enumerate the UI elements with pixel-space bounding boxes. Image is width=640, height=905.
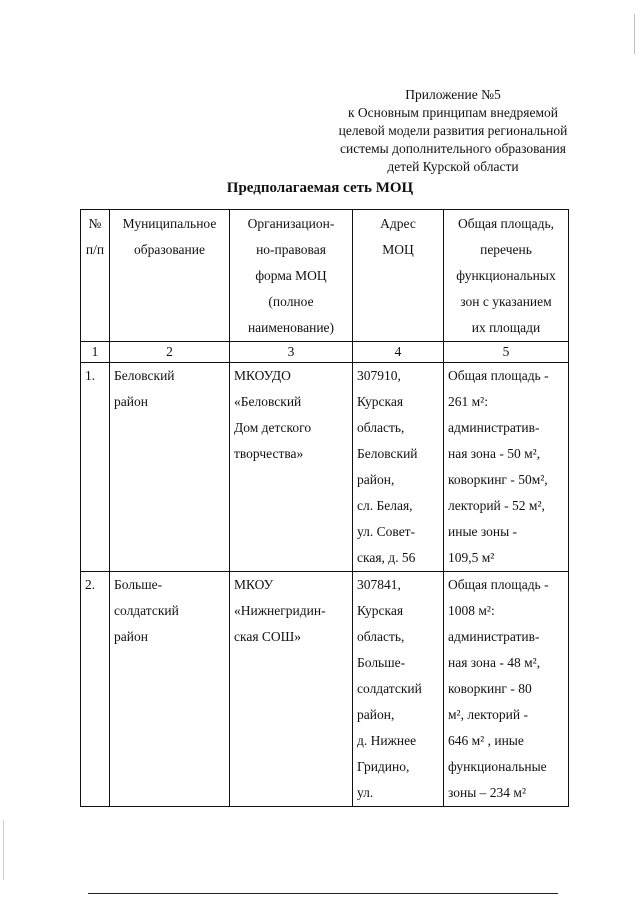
column-number-row <box>81 342 569 363</box>
area-cell <box>444 363 569 572</box>
cell-line: лекторий - 52 м², <box>448 498 545 513</box>
header-area <box>444 210 569 342</box>
appendix-line: Приложение №5 <box>405 87 501 102</box>
header-municipality <box>110 210 230 342</box>
header-line: МОЦ <box>382 242 414 257</box>
cell-line: район <box>114 629 148 644</box>
cell-line: д. Нижнее <box>357 733 417 748</box>
row-number: 1. <box>81 363 110 572</box>
cell-line: иные зоны - <box>448 524 518 539</box>
cell-line: функциональные <box>448 759 547 774</box>
cell-line: Беловский <box>357 446 418 461</box>
organization-cell <box>230 572 353 807</box>
moc-network-table <box>80 209 569 807</box>
header-line: но-правовая <box>256 242 326 257</box>
header-line: наименование) <box>247 320 335 335</box>
header-line: зон с указанием <box>460 294 552 309</box>
cell-line: ская СОШ» <box>234 629 302 644</box>
cell-line: сл. Белая, <box>357 498 413 513</box>
scan-edge-mark <box>3 820 4 880</box>
header-line: Адрес <box>380 216 416 231</box>
scan-edge-mark <box>634 14 635 54</box>
cell-line: МКОУДО <box>234 368 291 383</box>
appendix-line: детей Курской области <box>387 159 519 174</box>
cell-line: м², лекторий - <box>448 707 528 722</box>
cell-line: административ- <box>448 629 540 644</box>
header-line: (полное <box>268 294 314 309</box>
cell-line: 261 м²: <box>448 394 488 409</box>
footer-divider <box>88 893 558 894</box>
cell-line: ул. Совет- <box>357 524 416 539</box>
cell-line: область, <box>357 420 405 435</box>
column-number: 1 <box>81 342 110 363</box>
header-line: перечень <box>480 242 532 257</box>
cell-line: 109,5 м² <box>448 550 495 565</box>
header-line: Муниципальное <box>122 216 217 231</box>
cell-line: административ- <box>448 420 540 435</box>
cell-line: коворкинг - 80 <box>448 681 532 696</box>
appendix-line: целевой модели развития региональной <box>338 123 568 138</box>
cell-line: Курская <box>357 603 404 618</box>
cell-line: ул. <box>357 785 374 800</box>
header-line: образование <box>134 242 205 257</box>
header-line: Организацион- <box>247 216 335 231</box>
address-cell <box>353 572 444 807</box>
header-line: № <box>88 216 102 231</box>
area-cell <box>444 572 569 807</box>
header-address <box>353 210 444 342</box>
cell-line: Общая площадь - <box>448 368 549 383</box>
column-number: 2 <box>110 342 230 363</box>
table-row <box>81 572 569 807</box>
header-org-form <box>230 210 353 342</box>
cell-line: область, <box>357 629 405 644</box>
row-number: 2. <box>81 572 110 807</box>
column-number: 4 <box>353 342 444 363</box>
header-line: функциональных <box>456 268 556 283</box>
cell-line: зоны – 234 м² <box>448 785 527 800</box>
page-title: Предполагаемая сеть МОЦ <box>226 180 414 196</box>
column-number: 5 <box>444 342 569 363</box>
cell-line: творчества» <box>234 446 304 461</box>
cell-line: Гридино, <box>357 759 410 774</box>
cell-line: 307841, <box>357 577 401 592</box>
cell-line: Больше- <box>114 577 163 592</box>
municipality-cell <box>110 363 230 572</box>
appendix-note <box>318 86 588 176</box>
cell-line: коворкинг - 50м², <box>448 472 548 487</box>
cell-line: район, <box>357 707 395 722</box>
cell-line: ная зона - 50 м², <box>448 446 541 461</box>
municipality-cell <box>110 572 230 807</box>
cell-line: МКОУ <box>234 577 274 592</box>
cell-line: Курская <box>357 394 404 409</box>
cell-line: 307910, <box>357 368 401 383</box>
address-cell <box>353 363 444 572</box>
table-header-row <box>81 210 569 342</box>
cell-line: ская, д. 56 <box>357 550 416 565</box>
appendix-line: к Основным принципам внедряемой <box>348 105 558 120</box>
header-line: Общая площадь, <box>457 216 555 231</box>
cell-line: солдатский <box>114 603 179 618</box>
cell-line: Общая площадь - <box>448 577 549 592</box>
header-line: их площади <box>471 320 541 335</box>
cell-line: Больше- <box>357 655 406 670</box>
header-line: п/п <box>85 242 105 257</box>
cell-line: «Нижнегридин- <box>234 603 326 618</box>
cell-line: район, <box>357 472 395 487</box>
cell-line: солдатский <box>357 681 422 696</box>
cell-line: район <box>114 394 148 409</box>
header-num <box>81 210 110 342</box>
appendix-line: системы дополнительного образования <box>340 141 566 156</box>
cell-line: 646 м² , иные <box>448 733 524 748</box>
cell-line: Дом детского <box>234 420 312 435</box>
column-number: 3 <box>230 342 353 363</box>
cell-line: «Беловский <box>234 394 302 409</box>
table-row <box>81 363 569 572</box>
header-line: форма МОЦ <box>255 268 327 283</box>
cell-line: Беловский <box>114 368 175 383</box>
cell-line: ная зона - 48 м², <box>448 655 541 670</box>
organization-cell <box>230 363 353 572</box>
cell-line: 1008 м²: <box>448 603 495 618</box>
